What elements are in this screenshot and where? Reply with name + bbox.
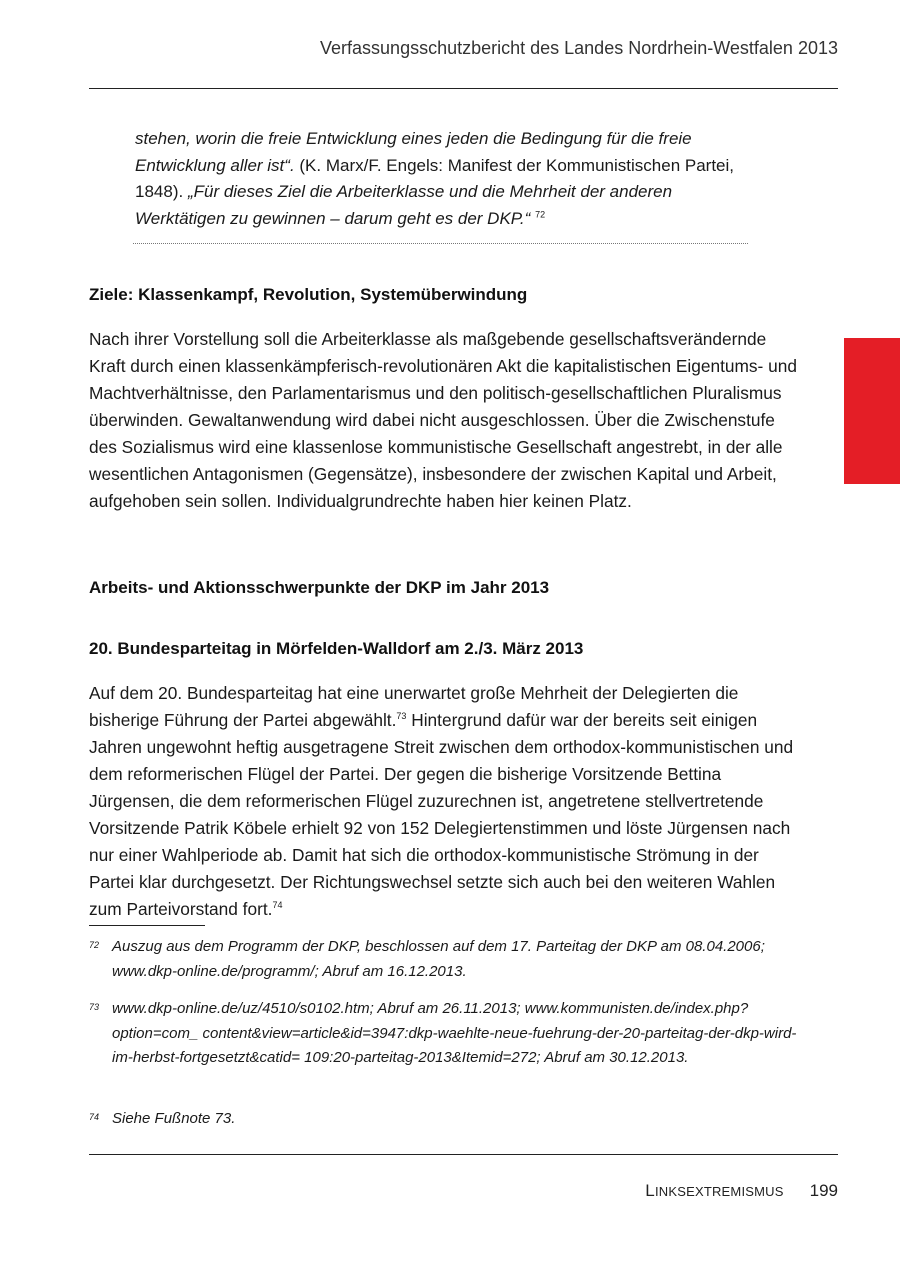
footnote-rule [89, 925, 205, 926]
section-heading-arbeit: Arbeits- und Aktionsschwerpunkte der DKP im Jahr 2013 [89, 578, 550, 597]
quote-part-1: stehen, worin die freie Entwicklung eines jeden die Bedingung für die freie Entwicklung aller ist“. [135, 129, 692, 175]
footnote-ref-72[interactable]: 72 [535, 208, 546, 219]
paragraph-ziele: Nach ihrer Vorstellung soll die Arbeiterklasse als maßgebende gesellschaftsverändernde Kraft durch einen klassenkämpferisch-revolutionären Akt die kapitalistischen Eigentums- und Machtverhältnisse, den Parlamentarismus und den politisch-gesellschaftlichen Pluralismus überwinden. Gewaltanwendung wird dabei nicht ausgeschlossen. Über die Zwischenstufe des Sozialismus wird eine klassenlose kommunistische Gesellschaft angestrebt, in der alle wesentlichen Antagonismen (Gegensätze), insbesondere der zwischen Kapital und Arbeit, aufgehoben sein sollen. Individualgrundrechte haben hier keinen Platz. [89, 329, 797, 511]
chapter-tab-marker [844, 338, 900, 484]
section-heading-ziele: Ziele: Klassenkampf, Revolution, Systemüberwindung [89, 285, 528, 304]
footer-rule [89, 1154, 838, 1155]
header-rule [89, 88, 838, 89]
footnote-text: Siehe Fußnote 73. [112, 1110, 236, 1127]
paragraph-text-a: Auf dem 20. Bundesparteitag hat eine unerwartet große Mehrheit der Delegierten die bisherige Führung der Partei abgewählt. [89, 683, 739, 730]
footnote-72 [89, 935, 809, 984]
footer-section-title [645, 1181, 783, 1200]
quote-part-2: (K. Marx/F. Engels: Manifest der Kommunistischen Partei, 1848). [135, 155, 734, 201]
footnote-text: www.dkp-online.de/uz/4510/s0102.htm; Abruf am 26.11.2013; www.kommunisten.de/index.php?option=com_ content&view=article&id=3947:dkp-waehlte-neue-fuehrung-der-20-parteitag-der-dkp-wird-im-herbst-fortgesetzt&catid= 109:20-parteitag-2013&Itemid=272; Abruf am 30.12.2013. [112, 1000, 797, 1066]
quote-part-3: „Für dieses Ziel die Arbeiterklasse und die Mehrheit der anderen Werktätigen zu gewinnen – darum geht es der DKP.“ [135, 182, 673, 228]
footnote-ref-73[interactable]: 73 [396, 711, 407, 722]
footnote-number: 72 [89, 940, 100, 950]
footnote-ref-74[interactable]: 74 [272, 900, 283, 911]
paragraph-bundesparteitag [89, 680, 804, 923]
quote-block [135, 126, 755, 232]
footnote-74 [89, 1107, 809, 1132]
footer-section-initial: L [645, 1181, 655, 1200]
running-header: Verfassungsschutzbericht des Landes Nordrhein-Westfalen 2013 [320, 38, 838, 58]
footnote-text: Auszug aus dem Programm der DKP, beschlossen auf dem 17. Parteitag der DKP am 08.04.2006; www.dkp-online.de/programm/; Abruf am 16.12.2013. [112, 938, 765, 980]
footnote-number: 74 [89, 1112, 100, 1122]
footnote-73 [89, 997, 809, 1071]
paragraph-text-b: Hintergrund dafür war der bereits seit einigen Jahren ungewohnt heftig ausgetragene Streit zwischen dem orthodox-kommunistischen und dem reformerischen Flügel der Partei. Der gegen die bisherige Vorsitzende Bettina Jürgensen, die dem reformerischen Flügel zuzurechnen ist, angetretene stellvertretende Vorsitzende Patrik Köbele erhielt 92 von 152 Delegiertenstimmen und löste Jürgensen nach nur einer Wahlperiode ab. Damit hat sich die orthodox-kommunistische Strömung in der Partei klar durchgesetzt. Der Richtungswechsel setzte sich auch bei den weiteren Wahlen zum Parteivorstand fort. [89, 710, 794, 919]
page-footer [645, 1181, 838, 1201]
footer-section-rest: INKSEXTREMISMUS [654, 1184, 784, 1199]
section-heading-bundesparteitag: 20. Bundesparteitag in Mörfelden-Walldorf am 2./3. März 2013 [89, 639, 584, 658]
page-number: 199 [809, 1181, 838, 1200]
footnote-number: 73 [89, 1002, 100, 1012]
dotted-separator [133, 243, 748, 244]
